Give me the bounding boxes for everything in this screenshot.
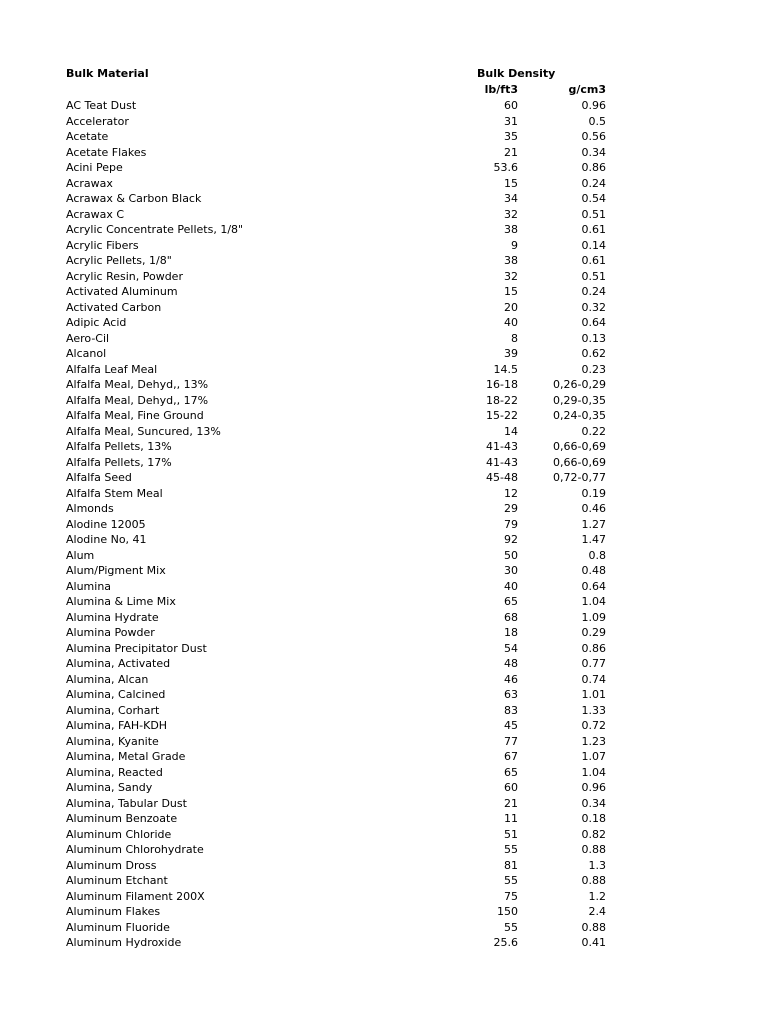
density-g-cm3-cell: 0.54 — [581, 192, 606, 205]
material-name-cell: Acrylic Concentrate Pellets, 1/8" — [66, 223, 244, 236]
density-lb-ft3-cell: 65 — [504, 765, 518, 779]
table-row — [66, 594, 606, 610]
material-name-cell: Aero-Cil — [66, 331, 110, 345]
material-name-cell: Alodine 12005 — [66, 517, 146, 531]
material-name-cell: Acrawax — [66, 176, 113, 190]
table-row — [66, 346, 606, 362]
density-lb-ft3-cell: 18-22 — [486, 393, 518, 407]
density-g-cm3-cell: 0.64 — [581, 316, 606, 329]
density-g-cm3-cell: 0.32 — [581, 300, 606, 314]
density-lb-ft3-cell: 150 — [497, 905, 518, 918]
table-row — [66, 563, 606, 579]
material-name-cell: Alumina Powder — [66, 626, 155, 639]
table-row — [66, 796, 606, 812]
density-g-cm3-cell: 0.14 — [581, 238, 606, 252]
table-row — [66, 827, 606, 843]
density-g-cm3-cell: 1.07 — [581, 750, 606, 763]
table-row — [66, 315, 606, 331]
density-g-cm3-cell: 1.3 — [588, 858, 606, 872]
table-row — [66, 393, 606, 409]
density-lb-ft3-cell: 55 — [504, 920, 518, 934]
table-row — [66, 207, 606, 223]
density-g-cm3-cell: 0.41 — [581, 936, 606, 949]
density-lb-ft3-cell: 16-18 — [486, 378, 518, 391]
density-lb-ft3-cell: 14 — [504, 424, 518, 438]
density-lb-ft3-cell: 40 — [504, 579, 518, 593]
table-row — [66, 687, 606, 703]
density-g-cm3-cell: 0.56 — [581, 130, 606, 143]
table-row — [66, 269, 606, 285]
density-g-cm3-cell: 1.2 — [588, 889, 606, 903]
table-row — [66, 858, 606, 874]
material-name-cell: Alumina — [66, 579, 112, 593]
table-row — [66, 501, 606, 517]
density-lb-ft3-cell: 15 — [504, 176, 518, 190]
material-name-cell: Activated Carbon — [66, 300, 162, 314]
density-g-cm3-cell: 0.88 — [581, 843, 606, 856]
material-name-cell: Acini Pepe — [66, 161, 123, 174]
table-row — [66, 734, 606, 750]
material-name-cell: Alumina, Metal Grade — [66, 750, 186, 763]
density-lb-ft3-cell: 11 — [504, 812, 518, 825]
material-name-cell: Aluminum Dross — [66, 858, 157, 872]
table-row — [66, 920, 606, 936]
table-row — [66, 238, 606, 254]
material-name-cell: Acrylic Pellets, 1/8" — [66, 254, 172, 267]
table-row — [66, 935, 606, 951]
density-lb-ft3-cell: 54 — [504, 641, 518, 655]
material-name-cell: Alumina Hydrate — [66, 610, 159, 624]
material-name-cell: Alumina, Corhart — [66, 703, 160, 717]
table-row — [66, 703, 606, 719]
density-lb-ft3-cell: 12 — [504, 486, 518, 500]
density-g-cm3-cell: 0.5 — [588, 114, 606, 128]
density-g-cm3-cell: 1.09 — [581, 610, 606, 624]
material-name-cell: AC Teat Dust — [66, 99, 137, 112]
material-name-cell: Acrawax C — [66, 207, 125, 221]
material-name-cell: Alfalfa Meal, Fine Ground — [66, 409, 204, 422]
density-g-cm3-cell: 0.18 — [581, 812, 606, 825]
density-lb-ft3-cell: 92 — [504, 533, 518, 546]
table-row — [66, 548, 606, 564]
density-g-cm3-cell: 0.24 — [581, 285, 606, 298]
table-row — [66, 641, 606, 657]
density-lb-ft3-cell: 83 — [504, 703, 518, 717]
material-name-cell: Alfalfa Seed — [66, 471, 132, 484]
density-g-cm3-cell: 0.51 — [581, 207, 606, 221]
table-row — [66, 160, 606, 176]
material-name-cell: Alfalfa Leaf Meal — [66, 362, 158, 376]
table-row — [66, 176, 606, 192]
material-name-cell: Aluminum Flakes — [66, 905, 161, 918]
material-name-cell: Acetate — [66, 130, 109, 143]
table-row — [66, 656, 606, 672]
table-row — [66, 904, 606, 920]
density-g-cm3-cell: 0.88 — [581, 874, 606, 887]
density-lb-ft3-cell: 53.6 — [493, 161, 518, 174]
material-name-cell: Alfalfa Pellets, 13% — [66, 440, 172, 453]
table-row — [66, 377, 606, 393]
material-name-cell: Aluminum Filament 200X — [66, 889, 205, 903]
density-lb-ft3-cell: 38 — [504, 223, 518, 236]
density-lb-ft3-cell: 30 — [504, 564, 518, 577]
table-row — [66, 145, 606, 161]
material-name-cell: Alodine No, 41 — [66, 533, 147, 546]
table-row — [66, 114, 606, 130]
table-row — [66, 873, 606, 889]
table-row — [66, 749, 606, 765]
density-lb-ft3-cell: 45-48 — [486, 471, 518, 484]
table-row — [66, 455, 606, 471]
density-g-cm3-cell: 0.23 — [581, 362, 606, 376]
table-row — [66, 889, 606, 905]
density-lb-ft3-cell: 77 — [504, 734, 518, 748]
density-g-cm3-cell: 0.74 — [581, 672, 606, 686]
density-lb-ft3-cell: 46 — [504, 672, 518, 686]
density-g-cm3-cell: 0,26-0,29 — [553, 378, 606, 391]
table-row — [66, 222, 606, 238]
density-g-cm3-cell: 0.51 — [581, 269, 606, 283]
table-row — [66, 98, 606, 114]
material-name-cell: Acrawax & Carbon Black — [66, 192, 202, 205]
density-g-cm3-cell: 1.27 — [581, 517, 606, 531]
density-g-cm3-cell: 0.34 — [581, 796, 606, 810]
table-row — [66, 300, 606, 316]
density-lb-ft3-cell: 32 — [504, 269, 518, 283]
material-name-cell: Aluminum Benzoate — [66, 812, 178, 825]
density-g-cm3-cell: 0.19 — [581, 486, 606, 500]
material-name-cell: Alfalfa Meal, Dehyd,, 13% — [66, 378, 209, 391]
density-lb-ft3-cell: 32 — [504, 207, 518, 221]
material-name-cell: Aluminum Chloride — [66, 827, 172, 841]
density-lb-ft3-cell: 41-43 — [486, 440, 518, 453]
material-name-cell: Alumina & Lime Mix — [66, 595, 176, 608]
material-name-cell: Aluminum Hydroxide — [66, 936, 182, 949]
density-g-cm3-cell: 1.23 — [581, 734, 606, 748]
material-name-cell: Alfalfa Meal, Suncured, 13% — [66, 424, 221, 438]
material-name-cell: Alum/Pigment Mix — [66, 564, 166, 577]
material-name-cell: Alfalfa Pellets, 17% — [66, 455, 172, 469]
table-row — [66, 331, 606, 347]
table-row — [66, 470, 606, 486]
table-row — [66, 424, 606, 440]
density-lb-ft3-cell: 29 — [504, 502, 518, 515]
density-lb-ft3-cell: 81 — [504, 858, 518, 872]
density-g-cm3-cell: 0.34 — [581, 145, 606, 159]
material-name-cell: Aluminum Etchant — [66, 874, 168, 887]
column-header-lb-ft3: lb/ft3 — [484, 83, 518, 96]
density-g-cm3-cell: 0,29-0,35 — [553, 393, 606, 407]
density-lb-ft3-cell: 21 — [504, 796, 518, 810]
column-header-bulk-density: Bulk Density — [477, 67, 556, 80]
density-g-cm3-cell: 0.8 — [588, 548, 606, 562]
density-lb-ft3-cell: 48 — [504, 657, 518, 670]
density-g-cm3-cell: 0.96 — [581, 781, 606, 794]
density-lb-ft3-cell: 63 — [504, 688, 518, 701]
table-row — [66, 718, 606, 734]
material-name-cell: Acrylic Fibers — [66, 238, 139, 252]
material-name-cell: Activated Aluminum — [66, 285, 178, 298]
density-lb-ft3-cell: 25.6 — [493, 936, 518, 949]
density-lb-ft3-cell: 34 — [504, 192, 518, 205]
density-g-cm3-cell: 1.04 — [581, 595, 606, 608]
density-g-cm3-cell: 0.24 — [581, 176, 606, 190]
density-lb-ft3-cell: 20 — [504, 300, 518, 314]
density-g-cm3-cell: 0.82 — [581, 827, 606, 841]
table-row — [66, 610, 606, 626]
density-lb-ft3-cell: 8 — [511, 331, 518, 345]
density-g-cm3-cell: 0.62 — [581, 347, 606, 360]
material-name-cell: Alumina, Sandy — [66, 781, 153, 794]
density-g-cm3-cell: 0.22 — [581, 424, 606, 438]
density-g-cm3-cell: 1.47 — [581, 533, 606, 546]
density-lb-ft3-cell: 67 — [504, 750, 518, 763]
density-g-cm3-cell: 0.13 — [581, 331, 606, 345]
table-row — [66, 253, 606, 269]
material-name-cell: Alumina, Calcined — [66, 688, 166, 701]
table-row — [66, 672, 606, 688]
column-header-bulk-material: Bulk Material — [66, 67, 149, 80]
material-name-cell: Alumina, Alcan — [66, 672, 149, 686]
material-name-cell: Alum — [66, 548, 95, 562]
density-lb-ft3-cell: 15 — [504, 285, 518, 298]
table-row — [66, 517, 606, 533]
density-lb-ft3-cell: 75 — [504, 889, 518, 903]
density-g-cm3-cell: 0.96 — [581, 99, 606, 112]
density-lb-ft3-cell: 18 — [504, 626, 518, 639]
density-g-cm3-cell: 0.61 — [581, 254, 606, 267]
density-g-cm3-cell: 0.48 — [581, 564, 606, 577]
density-g-cm3-cell: 0.72 — [581, 719, 606, 732]
density-g-cm3-cell: 0.46 — [581, 502, 606, 515]
density-lb-ft3-cell: 21 — [504, 145, 518, 159]
density-g-cm3-cell: 0,24-0,35 — [553, 409, 606, 422]
density-g-cm3-cell: 0.86 — [581, 641, 606, 655]
table-row — [66, 625, 606, 641]
material-name-cell: Almonds — [66, 502, 114, 515]
column-header-g-cm3: g/cm3 — [568, 83, 606, 96]
density-lb-ft3-cell: 55 — [504, 843, 518, 856]
density-lb-ft3-cell: 9 — [511, 238, 518, 252]
density-lb-ft3-cell: 79 — [504, 517, 518, 531]
density-g-cm3-cell: 0,72-0,77 — [553, 471, 606, 484]
density-lb-ft3-cell: 15-22 — [486, 409, 518, 422]
density-g-cm3-cell: 0,66-0,69 — [553, 440, 606, 453]
table-row — [66, 362, 606, 378]
material-name-cell: Alfalfa Meal, Dehyd,, 17% — [66, 393, 209, 407]
table-row — [66, 765, 606, 781]
material-name-cell: Aluminum Fluoride — [66, 920, 170, 934]
table-row — [66, 408, 606, 424]
material-name-cell: Alumina, Kyanite — [66, 734, 159, 748]
material-name-cell: Alcanol — [66, 347, 107, 360]
table-row — [66, 780, 606, 796]
density-lb-ft3-cell: 55 — [504, 874, 518, 887]
density-lb-ft3-cell: 41-43 — [486, 455, 518, 469]
density-g-cm3-cell: 2.4 — [588, 905, 606, 918]
density-g-cm3-cell: 0.77 — [581, 657, 606, 670]
density-lb-ft3-cell: 60 — [504, 781, 518, 794]
density-lb-ft3-cell: 51 — [504, 827, 518, 841]
material-name-cell: Acetate Flakes — [66, 145, 147, 159]
density-g-cm3-cell: 0.86 — [581, 161, 606, 174]
density-lb-ft3-cell: 45 — [504, 719, 518, 732]
material-name-cell: Alfalfa Stem Meal — [66, 486, 163, 500]
density-lb-ft3-cell: 40 — [504, 316, 518, 329]
density-g-cm3-cell: 0.29 — [581, 626, 606, 639]
table-row — [66, 486, 606, 502]
table-row — [66, 579, 606, 595]
density-lb-ft3-cell: 60 — [504, 99, 518, 112]
density-lb-ft3-cell: 38 — [504, 254, 518, 267]
table-row — [66, 129, 606, 145]
material-name-cell: Aluminum Chlorohydrate — [66, 843, 204, 856]
density-g-cm3-cell: 0.88 — [581, 920, 606, 934]
table-row — [66, 284, 606, 300]
material-name-cell: Alumina, FAH-KDH — [66, 719, 168, 732]
material-name-cell: Alumina, Tabular Dust — [66, 796, 187, 810]
density-lb-ft3-cell: 68 — [504, 610, 518, 624]
density-g-cm3-cell: 1.33 — [581, 703, 606, 717]
density-lb-ft3-cell: 39 — [504, 347, 518, 360]
table-row — [66, 439, 606, 455]
density-g-cm3-cell: 0.61 — [581, 223, 606, 236]
material-name-cell: Adipic Acid — [66, 316, 127, 329]
density-lb-ft3-cell: 35 — [504, 130, 518, 143]
density-g-cm3-cell: 0,66-0,69 — [553, 455, 606, 469]
material-name-cell: Accelerator — [66, 114, 129, 128]
material-name-cell: Alumina, Activated — [66, 657, 171, 670]
density-lb-ft3-cell: 31 — [504, 114, 518, 128]
table-row — [66, 532, 606, 548]
material-name-cell: Alumina Precipitator Dust — [66, 641, 207, 655]
density-lb-ft3-cell: 50 — [504, 548, 518, 562]
density-g-cm3-cell: 0.64 — [581, 579, 606, 593]
table-row — [66, 811, 606, 827]
table-row — [66, 842, 606, 858]
density-lb-ft3-cell: 65 — [504, 595, 518, 608]
density-lb-ft3-cell: 14.5 — [493, 362, 518, 376]
material-name-cell: Alumina, Reacted — [66, 765, 163, 779]
density-g-cm3-cell: 1.01 — [581, 688, 606, 701]
table-row — [66, 191, 606, 207]
material-name-cell: Acrylic Resin, Powder — [66, 269, 183, 283]
density-g-cm3-cell: 1.04 — [581, 765, 606, 779]
density-table — [66, 98, 606, 951]
